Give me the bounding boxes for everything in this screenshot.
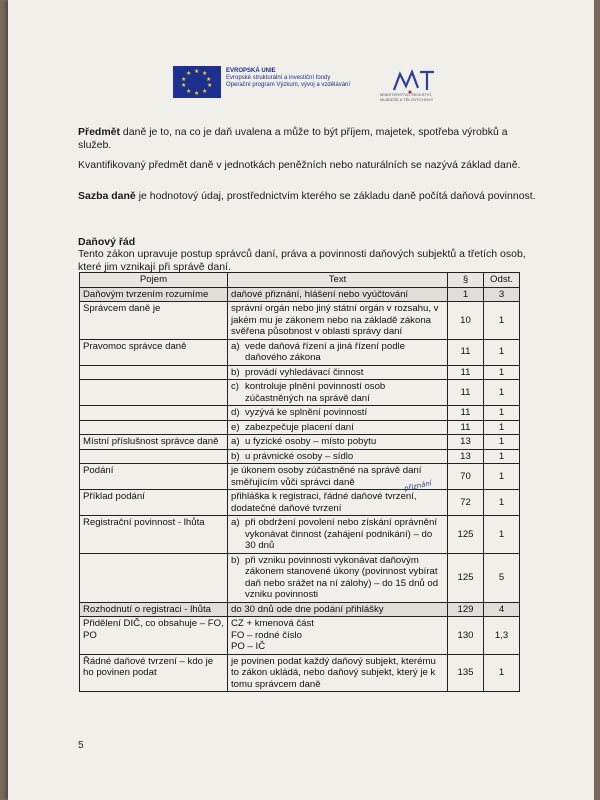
- paragraph-sazba: [78, 190, 538, 203]
- item-a-text: při obdržení povolení nebo získání oprávnění vykonávat činnost (zahájení podnikání) – do 30 dnů: [245, 517, 438, 551]
- term-sazba: Sazba daně: [78, 190, 136, 202]
- item-b-text: u právnické osoby – sídlo: [245, 450, 354, 462]
- cell-text: a) vede daňová řízení a jiná řízení podle daňového zákona: [228, 339, 448, 365]
- cell-text: do 30 dnů ode dne podání přihlášky: [228, 602, 448, 617]
- table-row: [80, 380, 520, 406]
- cell-text: b) provádí vyhledávací činnost: [228, 365, 448, 380]
- item-b-text: při vzniku povinnosti vykonávat daňovým zákonem stanovené úkony (povinnost vybírat daň nebo srážet na ní zálohy) – do 15 dnů od vzniku povinnosti: [245, 554, 439, 600]
- cell-odst: 1,3: [484, 617, 520, 655]
- cell-pojem: Správcem daně je: [80, 302, 228, 340]
- cell-text: a) u fyzické osoby – místo pobytu: [228, 435, 448, 450]
- cell-pojem: Místní příslušnost správce daně: [80, 435, 228, 450]
- cell-pojem: Přidělení DIČ, co obsahuje – FO, PO: [80, 617, 228, 655]
- cell-text: [228, 479, 448, 516]
- column-header-odst: Odst.: [484, 273, 520, 288]
- table-row: [80, 302, 520, 340]
- cell-text: b) u právnické osoby – sídlo: [228, 449, 448, 464]
- header-logos: [8, 60, 594, 110]
- cell-paragraph: 11: [448, 380, 484, 406]
- table-row: [80, 490, 520, 516]
- predmet-definition: daně je to, na co je daň uvalena a může to být příjem, majetek, spotřeba výrobků a služeb.: [78, 126, 508, 151]
- cell-pojem: Pravomoc správce daně: [80, 339, 228, 365]
- cell-paragraph: 11: [448, 365, 484, 380]
- eu-program-text: [226, 68, 376, 89]
- cell-paragraph: 135: [448, 654, 484, 692]
- table-row: [80, 654, 520, 692]
- cell-paragraph: 10: [448, 302, 484, 340]
- column-header-pojem: Pojem: [80, 273, 228, 288]
- handwritten-note: přiznání: [403, 479, 433, 493]
- paragraph-zaklad: Kvantifikovaný předmět daně v jednotkách peněžních nebo naturálních se nazývá základ daně.: [78, 159, 521, 171]
- cell-paragraph: 72: [448, 490, 484, 516]
- item-c-text: kontroluje plnění povinností osob zúčastněných na správě daní: [245, 381, 386, 404]
- cell-odst: 1: [484, 365, 520, 380]
- cell-odst: 1: [484, 516, 520, 554]
- item-a-text: vede daňová řízení a jiná řízení podle daňového zákona: [245, 340, 406, 363]
- document-page: [8, 0, 594, 800]
- cell-odst: 1: [484, 406, 520, 421]
- cell-pojem-empty: [80, 406, 228, 421]
- sazba-definition: je hodnotový údaj, prostřednictvím kterého se základu daně počítá daňová povinnost.: [135, 190, 536, 202]
- table-row: [80, 420, 520, 435]
- table-row: [80, 287, 520, 302]
- cell-paragraph: 11: [448, 339, 484, 365]
- cell-paragraph: 125: [448, 553, 484, 602]
- cell-odst: 1: [484, 420, 520, 435]
- cell-odst: 4: [484, 602, 520, 617]
- item-d-text: vyzývá ke splnění povinností: [245, 407, 368, 418]
- cell-pojem-empty: [80, 420, 228, 435]
- table-header-row: [80, 273, 520, 288]
- cell-pojem-empty: [80, 365, 228, 380]
- column-header-paragraph: §: [448, 273, 484, 288]
- dic-line-2: FO – rodné číslo: [231, 629, 302, 641]
- cell-text: b) při vzniku povinnosti vykonávat daňovým zákonem stanovené úkony (povinnost vybírat daň nebo srážet na ní zálohy) – do 15 dnů od vzniku povinnosti: [228, 553, 448, 602]
- paragraph-predmet: [78, 126, 538, 152]
- cell-text: správní orgán nebo jiný státní orgán v rozsahu, v jakém mu je zákonem nebo na základě zákona svěřena působnost v oblasti správy daní: [228, 302, 448, 340]
- table-row: [80, 406, 520, 421]
- cell-paragraph: 129: [448, 602, 484, 617]
- eu-funds-line: Evropské strukturální a investiční fondy: [226, 75, 331, 81]
- section-title: Daňový řád: [78, 236, 136, 248]
- cell-pojem: Podání: [80, 464, 228, 490]
- cell-odst: 1: [484, 654, 520, 692]
- cell-paragraph: 1: [448, 287, 484, 302]
- cell-paragraph: 13: [448, 449, 484, 464]
- cell-paragraph: 11: [448, 420, 484, 435]
- item-e-text: zabezpečuje placení daní: [245, 421, 354, 433]
- cell-odst: 3: [484, 287, 520, 302]
- cell-pojem: Registrační povinnost - lhůta: [80, 516, 228, 554]
- cell-odst: 1: [484, 435, 520, 450]
- cell-odst: 1: [484, 339, 520, 365]
- term-predmet: Předmět: [78, 126, 121, 138]
- cell-paragraph: 125: [448, 516, 484, 554]
- table-row: [80, 617, 520, 655]
- section-description: Tento zákon upravuje postup správců daní, práva a povinnosti daňových subjektů a třetích osob, které jim vznikají při správě daní.: [78, 248, 526, 273]
- cell-text: a) při obdržení povolení nebo získání oprávnění vykonávat činnost (zahájení podnikání) – do 30 dnů: [228, 516, 448, 554]
- cell-text: je povinen podat každý daňový subjekt, kterému to zákon ukládá, nebo daňový subjekt, který je k tomu správcem daně: [228, 654, 448, 692]
- column-header-text: Text: [228, 273, 448, 288]
- cell-text: [228, 617, 448, 655]
- cell-pojem: Daňovým tvrzením rozumíme: [80, 287, 228, 302]
- item-a-text: u fyzické osoby – místo pobytu: [245, 436, 377, 447]
- cell-odst: 1: [484, 380, 520, 406]
- cell-text: d) vyzývá ke splnění povinností: [228, 406, 448, 421]
- cell-text: e) zabezpečuje placení daní: [228, 420, 448, 435]
- cell-odst: 1: [484, 449, 520, 464]
- cell-paragraph: 11: [448, 406, 484, 421]
- cell-text: je úkonem osoby zúčastněné na správě daní směřujícím vůči správci daně: [228, 464, 448, 490]
- cell-paragraph: 13: [448, 435, 484, 450]
- cell-text: daňové přiznání, hlášení nebo vyúčtování: [228, 287, 448, 302]
- table-row: [80, 365, 520, 380]
- cell-pojem: Řádné daňové tvrzení – kdo je ho povinen podat: [80, 654, 228, 692]
- cell-odst: 1: [484, 464, 520, 490]
- table-row: [80, 449, 520, 464]
- table-row: [80, 516, 520, 554]
- dic-line-1: CZ + kmenová část: [231, 618, 314, 629]
- cell-pojem-empty: [80, 380, 228, 406]
- cell-pojem-empty: [80, 449, 228, 464]
- cell-text: c) kontroluje plnění povinností osob zúčastněných na správě daní: [228, 380, 448, 406]
- eu-program-line: Operační program Výzkum, vývoj a vzdělávání: [226, 82, 351, 88]
- msmt-caption: MINISTERSTVO ŠKOLSTVÍ, MLÁDEŽE A TĚLOVÝCHOVY: [380, 92, 434, 102]
- cell-pojem-empty: [80, 553, 228, 602]
- page-number: 5: [78, 740, 84, 751]
- table-row: [80, 553, 520, 602]
- dic-line-3: PO – IČ: [231, 641, 266, 652]
- item-b-text: provádí vyhledávací činnost: [245, 366, 364, 378]
- cell-text-value: přihláška k registraci, řádné daňové tvrzení, dodatečné daňové tvrzení: [231, 491, 417, 514]
- eu-flag-logo: ★ ★ ★ ★ ★ ★ ★ ★ ★ ★: [173, 66, 221, 98]
- cell-odst: 5: [484, 553, 520, 602]
- cell-paragraph: 130: [448, 617, 484, 655]
- cell-pojem: Příklad podání: [80, 490, 228, 516]
- eu-title: EVROPSKÁ UNIE: [226, 68, 276, 74]
- table-row: [80, 602, 520, 617]
- cell-paragraph: 70: [448, 464, 484, 490]
- table-row: [80, 339, 520, 365]
- tax-code-table: [79, 272, 520, 692]
- table-row: [80, 435, 520, 450]
- cell-odst: 1: [484, 490, 520, 516]
- cell-odst: 1: [484, 302, 520, 340]
- cell-pojem: Rozhodnutí o registraci - lhůta: [80, 602, 228, 617]
- table-row: [80, 464, 520, 490]
